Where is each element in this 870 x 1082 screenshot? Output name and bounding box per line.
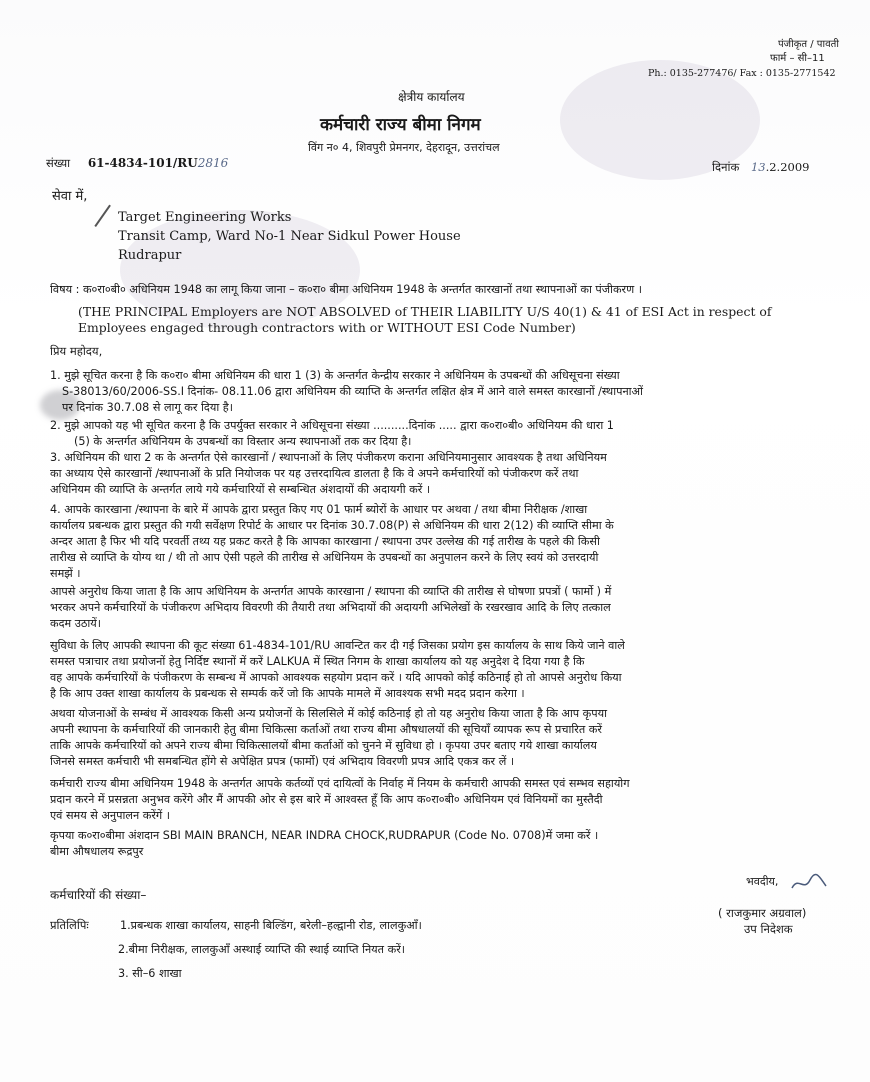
- para-8-line-3: एवं समय से अनुपालन करेंगें ।: [50, 809, 171, 822]
- para-1-line-3: पर दिनांक 30.7.08 से लागू कर दिया है।: [62, 401, 233, 414]
- phone-fax: Ph.: 0135-277476/ Fax : 0135-2771542: [648, 68, 836, 79]
- registered-label: पंजीकृत / पावती: [778, 39, 839, 50]
- ref-handwritten: 2816: [197, 156, 229, 170]
- para-4-line-2: कार्यालय प्रबन्धक द्वारा प्रस्तुत की गयी सर्वेक्षण रिपोर्ट के आधार पर दिनांक 30.7.08(P) से अधिनियम की धारा 2(12) की व्याप्ति सीमा के: [50, 519, 614, 532]
- para-2-line-2: (5) के अन्तर्गत अधिनियम के उपबन्धों का विस्तार अन्य स्थापनाओं तक कर दिया है।: [74, 435, 412, 448]
- para-9-line-2: बीमा औषधालय रूद्रपुर: [50, 845, 144, 858]
- ref-number: 61-4834-101/RU: [87, 156, 198, 170]
- greeting: प्रिय महोदय,: [50, 344, 103, 358]
- subject-line: विषय : क०रा०बी० अधिनियम 1948 का लागू किया जाना – क०रा० बीमा अधिनियम 1948 के अन्तर्गत कारखानों तथा स्थापनाओं का पंजीकरण ।: [50, 283, 642, 296]
- para-5-line-1: आपसे अनुरोध किया जाता है कि आप अधिनियम के अन्तर्गत आपके कारखाना / स्थापना की व्याप्ति की तारीख से घोषणा प्रपत्रों ( फार्मो ) में: [50, 585, 612, 598]
- addressee-line-2: Transit Camp, Ward No-1 Near Sidkul Power House: [118, 229, 461, 244]
- para-4-line-1: 4. आपके कारखाना /स्थापना के बारे में आपके द्वारा प्रस्तुत किए गए 01 फार्म ब्योरों के आधार पर अथवा / तथा बीमा निरीक्षक /शाखा: [50, 503, 588, 516]
- addressee-line-3: Rudrapur: [118, 248, 182, 263]
- para-7-line-4: जिनसे समस्त कर्मचारी भी समबन्धित होंगे से अपेक्षित प्रपत्र (फार्मो) एवं अभिदाय विवरणी प्रपत्र आदि एकत्र कर लें ।: [50, 755, 515, 768]
- addressee-line-1: Target Engineering Works: [118, 210, 292, 225]
- salutation: सेवा में,: [52, 189, 88, 204]
- para-4-line-4: तारीख से व्याप्ति के योग्य था / थी तो आप ऐसी पहले की तारीख से अधिनियम के उपबन्धों का अनुपालन करने के लिए स्वयं को उत्तरदायी: [50, 551, 599, 564]
- copy-item-3: 3. सी–6 शाखा: [118, 967, 182, 980]
- ref-label: संख्या: [46, 156, 71, 170]
- subject-english-2: Employees engaged through contractors with or WITHOUT ESI Code Number): [78, 320, 576, 335]
- para-6-line-1: सुविधा के लिए आपकी स्थापना की कूट संख्या 61-4834-101/RU आवन्टित कर दी गई जिसका प्रयोग इस कार्यालय के साथ किये जाने वाले: [50, 639, 625, 652]
- org-address: विंग न० 4, शिवपुरी प्रेमनगर, देहरादून, उत्तरांचल: [308, 141, 500, 154]
- para-7-line-1: अथवा योजनाओं के सम्बंध में आवश्यक किसी अन्य प्रयोजनों के सिलसिले में कोई कठिनाई हो तो यह अनुरोध किया जाता है कि आप कृपया: [50, 707, 608, 720]
- para-7-line-3: ताकि आपके कर्मचारियों को अपने राज्य बीमा चिकित्सालयों बीमा कर्ताओं को चुनने में सुविधा हो । कृपया उपर बताए गये शाखा कार्यालय: [50, 739, 597, 752]
- para-2-line-1: 2. मुझे आपको यह भी सूचित करना है कि उपर्युक्त सरकार ने अधिसूचना संख्या ..........दिनांक ..... द्वारा क०रा०बी० अधिनियम की धारा 1: [50, 419, 614, 432]
- copy-to-label: प्रतिलिपिः: [50, 918, 89, 932]
- org-name: कर्मचारी राज्य बीमा निगम: [320, 115, 481, 135]
- para-1-line-1: 1. मुझे सूचित करना है कि क०रा० बीमा अधिनियम की धारा 1 (3) के अन्तर्गत केन्द्रीय सरकार ने अधिनियम के उपबन्धों की अधिसूचना संख्या: [50, 369, 620, 382]
- form-number: फार्म – सी–11: [770, 53, 825, 64]
- signature: [790, 872, 830, 894]
- para-7-line-2: अपनी स्थापना के कर्मचारियों की जानकारी हेतु बीमा चिकित्सा कर्ताओं तथा राज्य बीमा औषधालयों की सूचियाँ व्यापक रूप से प्रचारित करें: [50, 723, 602, 736]
- para-6-line-3: वह आपके कर्मचारियों के पंजीकरण के सम्बन्ध में आपको आवश्यक सहयोग प्रदान करें । यदि आपको कोई कठिनाई हो तो आपसे अनुरोध किया: [50, 671, 622, 684]
- para-6-line-2: समस्त पत्राचार तथा प्रयोजनों हेतु निर्दिष्ट स्थानों में करें LALKUA में स्थित निगम के शाखा कार्यालय को यह अनुदेश दे दिया गया है कि: [50, 655, 585, 668]
- signer-name: ( राजकुमार अग्रवाल): [718, 906, 807, 920]
- para-1-line-2: S-38013/60/2006-SS.I दिनांक- 08.11.06 द्वारा अधिनियम की व्याप्ति के अन्तर्गत लक्षित क्षेत्र में आने वाले समस्त कारखानों /स्थापनाओं: [62, 385, 643, 398]
- para-8-line-2: प्रदान करने में प्रसन्नता अनुभव करेंगे और मैं आपकी ओर से इस बारे में आश्वस्त हूँ कि आप क०रा०बी० अधिनियम एवं विनियमों का मुस्तैदी: [50, 793, 603, 806]
- copy-item-1: 1.प्रबन्धक शाखा कार्यालय, साहनी बिल्डिंग, बरेली–हल्द्वानी रोड, लालकुआँ।: [120, 919, 422, 932]
- para-9-line-1: कृपया क०रा०बीमा अंशदान SBI MAIN BRANCH, NEAR INDRA CHOCK,RUDRAPUR (Code No. 0708)में जमा करें ।: [50, 829, 599, 842]
- date-handwritten: 13: [750, 160, 766, 174]
- para-5-line-2: भरकर अपने कर्मचारियों के पंजीकरण अभिदाय विवरणी की तैयारी तथा अभिदायों की अदायगी अभिलेखों के रखरखाव आदि के लिए तत्काल: [50, 601, 611, 614]
- date-label: दिनांक: [712, 160, 740, 174]
- para-5-line-3: कदम उठायें।: [50, 617, 102, 630]
- para-3-line-2: का अध्याय ऐसे कारखानों /स्थापनाओं के प्रति नियोजक पर यह उत्तरदायित्व डालता है कि वे अपने कर्मचारियों को पंजीकरण करें तथा: [50, 467, 579, 480]
- signer-title: उप निदेशक: [744, 922, 793, 936]
- para-6-line-4: है कि आप उक्त शाखा कार्यालय के प्रबन्धक से सम्पर्क करें जो कि आपके मामले में आवश्यक सभी मदद प्रदान करेगा ।: [50, 687, 525, 700]
- para-4-line-5: समझें ।: [50, 567, 81, 580]
- copy-item-2: 2.बीमा निरीक्षक, लालकुआँ अस्थाई व्याप्ति की स्थाई व्याप्ति नियत करें।: [118, 943, 406, 956]
- para-3-line-1: 3. अधिनियम की धारा 2 क के अन्तर्गत ऐसे कारखानों / स्थापनाओं के लिए पंजीकरण कराना अधिनियमानुसार आवश्यक है तथा अधिनियम: [50, 451, 607, 464]
- office-type: क्षेत्रीय कार्यालय: [398, 90, 465, 104]
- signoff: भवदीय,: [746, 875, 779, 888]
- para-4-line-3: अन्दर आता है फिर भी यदि परवर्ती तथ्य यह प्रकट करते है कि आपका कारखाना / स्थापना उपर उल्लेख की गई तारीख के पहले की किसी: [50, 535, 600, 548]
- date-value: .2.2009: [765, 160, 810, 174]
- para-8-line-1: कर्मचारी राज्य बीमा अधिनियम 1948 के अन्तर्गत आपके कर्तव्यों एवं दायित्वों के निर्वाह में नियम के कर्मचारी आपकी समस्त एवं सम्भव सहायोग: [50, 777, 630, 790]
- employee-count-label: कर्मचारियों की संख्या–: [50, 888, 147, 902]
- para-3-line-3: अधिनियम की व्याप्ति के अन्तर्गत लाये गये कर्मचारियों से सम्बन्धित अंशदायों की अदायगी करें ।: [50, 483, 431, 496]
- subject-english-1: (THE PRINCIPAL Employers are NOT ABSOLVED of THEIR LIABILITY U/S 40(1) & 41 of ESI Act in respect of: [78, 304, 772, 319]
